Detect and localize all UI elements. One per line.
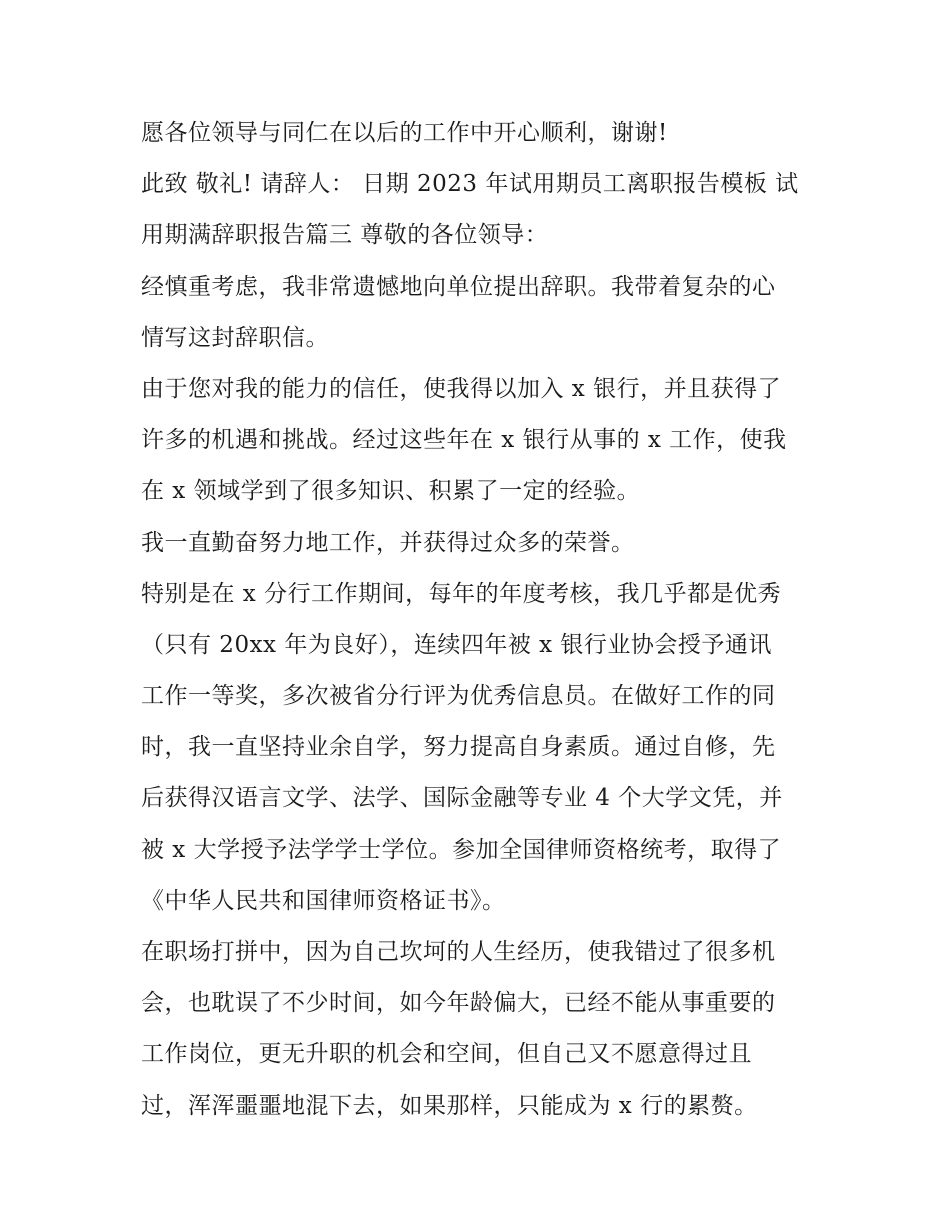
text-line: 我一直勤奋努力地工作，并获得过众多的荣誉。 bbox=[141, 529, 635, 556]
text-line: 被 x 大学授予法学学士学位。参加全国律师资格统考，取得了 bbox=[141, 836, 782, 863]
text-line: 工作岗位，更无升职的机会和空间，但自己又不愿意得过且 bbox=[141, 1041, 752, 1068]
text-line: 过，浑浑噩噩地混下去，如果那样，只能成为 x 行的累赘。 bbox=[141, 1092, 758, 1119]
text-line: 愿各位领导与同仁在以后的工作中开心顺利，谢谢! bbox=[141, 120, 668, 146]
text-line: 后获得汉语言文学、法学、国际金融等专业 4 个大学文凭，并 bbox=[141, 785, 783, 812]
text-line: 工作一等奖，多次被省分行评为优秀信息员。在做好工作的同 bbox=[141, 683, 776, 710]
text-line: 经慎重考虑，我非常遗憾地向单位提出辞职。我带着复杂的心 bbox=[141, 273, 776, 300]
text-line: 用期满辞职报告篇三 尊敬的各位领导： bbox=[141, 222, 549, 249]
document-body bbox=[141, 108, 821, 1132]
text-line: 《中华人民共和国律师资格证书》。 bbox=[141, 887, 506, 914]
text-line: 此致 敬礼! 请辞人： 日期 2023 年试用期员工离职报告模板 试 bbox=[141, 171, 799, 198]
text-line: 情写这封辞职信。 bbox=[141, 324, 329, 351]
text-line: 在 x 领域学到了很多知识、积累了一定的经验。 bbox=[141, 478, 641, 505]
text-line: 时，我一直坚持业余自学，努力提高自身素质。通过自修，先 bbox=[141, 734, 776, 761]
text-line: 特别是在 x 分行工作期间，每年的年度考核，我几乎都是优秀 bbox=[141, 580, 782, 607]
text-line: 在职场打拼中，因为自己坎坷的人生经历，使我错过了很多机 bbox=[141, 939, 776, 965]
text-line: 由于您对我的能力的信任，使我得以加入 x 银行，并且获得了 bbox=[141, 375, 782, 402]
text-line: （只有 20xx 年为良好），连续四年被 x 银行业协会授予通讯 bbox=[141, 631, 772, 658]
text-line: 会，也耽误了不少时间，如今年龄偏大，已经不能从事重要的 bbox=[141, 990, 776, 1017]
text-line: 许多的机遇和挑战。经过这些年在 x 银行从事的 x 工作，使我 bbox=[141, 427, 787, 454]
